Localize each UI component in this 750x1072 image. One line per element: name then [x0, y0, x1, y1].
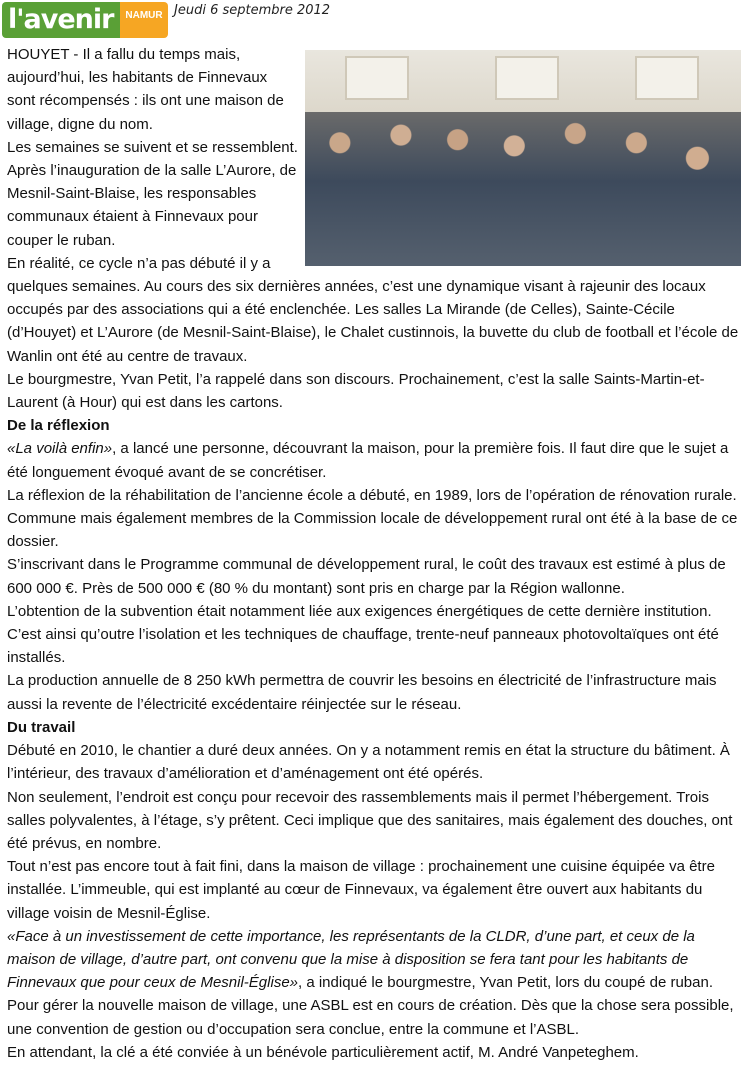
lead-paragraph-3: En réalité, ce cycle n’a pas débuté il y a	[7, 254, 271, 272]
paragraph-continue: quelques semaines. Au cours des six dernières années, c’est une dynamique visant à rajeunir des locaux occupés par des associations qui a été enclenchée. Les salles La Mirande (de Celles), Sainte-Cécile (d’Houyet) et L’Aurore (de Mesnil-Saint-Blaise), le Chalet custinnois, la buvette du club de football et l’école de Wanlin ont été au centre de travaux.	[7, 278, 739, 365]
paragraph-bourgmestre: Le bourgmestre, Yvan Petit, l’a rappelé dans son discours. Prochainement, c’est la salle Saints-Martin-et-Laurent (à Hour) qui est dans les cartons.	[7, 370, 705, 412]
heading-reflexion: De la réflexion	[7, 417, 110, 435]
edition-badge: NAMUR	[120, 2, 168, 38]
article-lead	[7, 43, 299, 275]
paragraph-asbl: Pour gérer la nouvelle maison de village, une ASBL est en cours de création. Dès que la chose sera possible, une convention de gestion ou d’occupation sera conclue, entre la commune et l’ASBL.	[7, 997, 734, 1038]
paragraph-debute: Débuté en 2010, le chantier a duré deux années. On y a notamment remis en état la structure du bâtiment. À l’intérieur, des travaux d’amélioration et d’aménagement ont été opérés.	[7, 742, 730, 783]
publication-date: Jeudi 6 septembre 2012	[174, 3, 331, 18]
paragraph-programme: S’inscrivant dans le Programme communal de développement rural, le coût des travaux est estimé à plus de 600 000 €. Près de 500 000 € (80 % du montant) sont pris en charge par la Région wallonne.	[7, 556, 726, 597]
lead-paragraph-1: HOUYET - Il a fallu du temps mais, aujourd’hui, les habitants de Finnevaux sont récompensés : ils ont une maison de village, digne du nom.	[7, 46, 284, 133]
paragraph-face: «Face à un investissement de cette importance, les représentants de la CLDR, d’une part, et ceux de la maison de village, d’autre part, ont convenu que la mise à disposition se fera tant pour les habitants de Finnevaux que pour ceux de Mesnil-Église», a indiqué le bourgmestre, Yvan Petit, lors du coupé de ruban.	[7, 927, 713, 992]
paragraph-voila: «La voilà enfin», a lancé une personne, découvrant la maison, pour la première fois. Il faut dire que le sujet a été longuement évoqué avant de se concrétiser.	[7, 440, 729, 481]
paragraph-hebergement: Non seulement, l’endroit est conçu pour recevoir des rassemblements mais il permet l’hébergement. Trois salles polyvalentes, à l’étage, s’y prêtent. Ceci implique que des sanitaires, mais également des douches, ont été prévus, en nombre.	[7, 788, 733, 852]
paragraph-cle: En attendant, la clé a été conviée à un bénévole particulièrement actif, M. André Vanpeteghem.	[7, 1043, 639, 1061]
paragraph-cuisine: Tout n’est pas encore tout à fait fini, dans la maison de village : prochainement une cuisine équipée va être installée. L’immeuble, qui est implanté au cœur de Finnevaux, va également être ouvert aux habitants du village voisin de Mesnil-Église.	[7, 858, 715, 922]
heading-travail: Du travail	[7, 718, 76, 736]
quote-voila: «La voilà enfin»	[7, 440, 113, 458]
newspaper-logo: l'avenir	[2, 2, 120, 38]
quote-face: «Face à un investissement de cette importance, les représentants de la CLDR, d’une part, et ceux de la maison de village, d’autre part, ont convenu que la mise à disposition se fera tant pour les habitants de Finnevaux que pour ceux de Mesnil-Église»	[7, 927, 695, 992]
paragraph-subvention: L’obtention de la subvention était notamment liée aux exigences énergétiques de cette dernière institution. C’est ainsi qu’outre l’isolation et les techniques de chauffage, trente-neuf panneaux photovoltaïques ont été installés.	[7, 602, 719, 667]
article-body	[7, 43, 744, 1064]
paragraph-production: La production annuelle de 8 250 kWh permettra de couvrir les besoins en électricité de l’infrastructure mais aussi la revente de l’électricité excédentaire réinjectée sur le réseau.	[7, 672, 717, 713]
masthead	[2, 2, 168, 38]
lead-paragraph-2: Les semaines se suivent et se ressemblent. Après l’inauguration de la salle L’Aurore, de Mesnil-Saint-Blaise, les responsables communaux étaient à Finnevaux pour couper le ruban.	[7, 138, 298, 249]
paragraph-reflexion: La réflexion de la réhabilitation de l’ancienne école a débuté, en 1989, lors de l’opération de rénovation rurale. Commune mais également membres de la Commission locale de développement rural ont été à la base de ce dossier.	[7, 486, 738, 551]
